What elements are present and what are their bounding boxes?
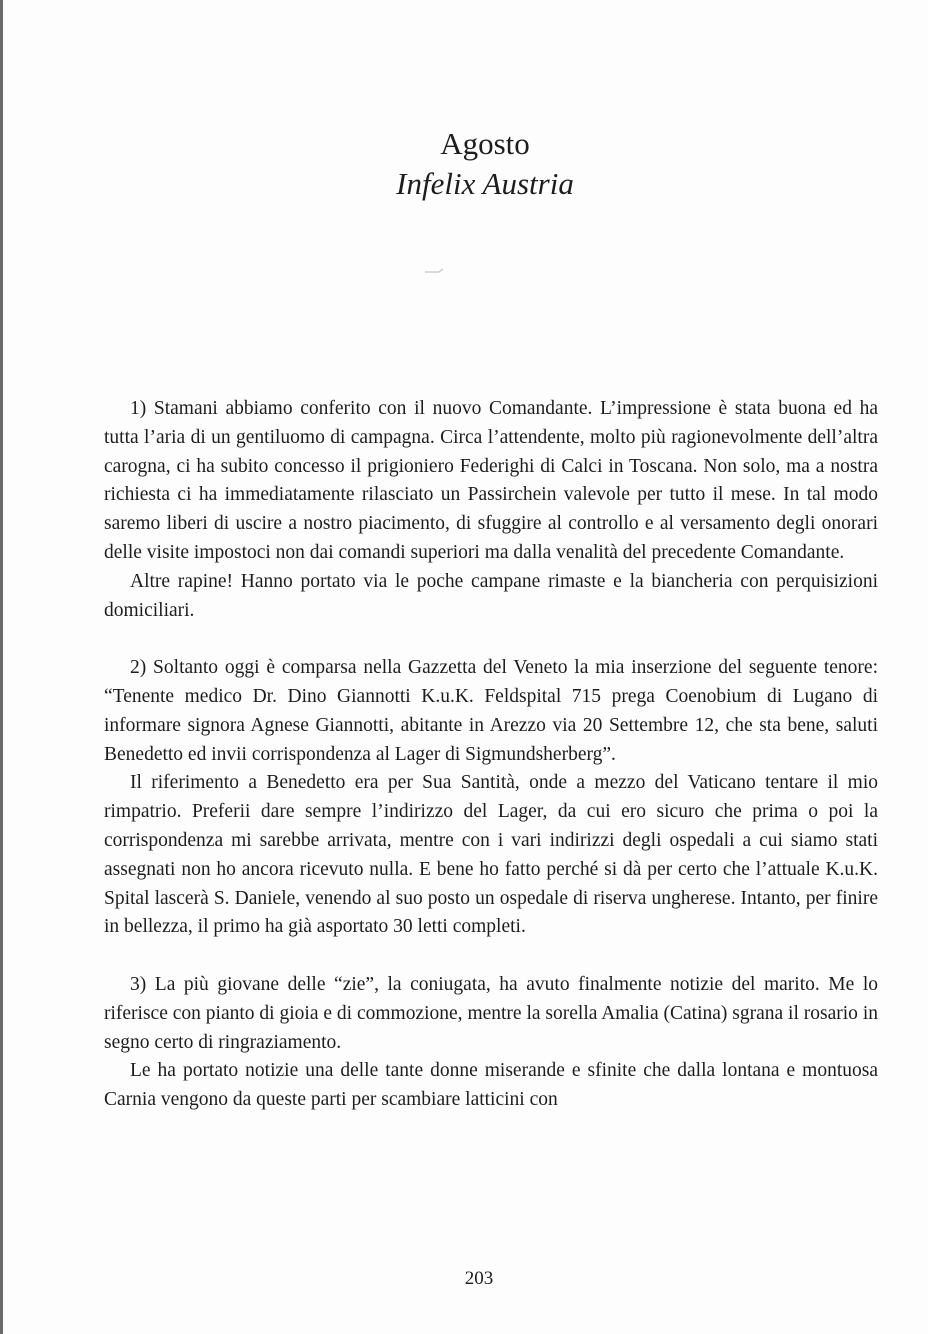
section-divider xyxy=(104,942,878,971)
paragraph: 3) La più giovane delle “zie”, la coniugata, ha avuto finalmente notizie del marito. Me lo riferisce con pianto di gioia e di commozione, mentre la sorella Amalia (Catina) sgrana il rosario in segno certo di ringraziamento. xyxy=(104,973,878,1053)
chapter-title: Agosto xyxy=(440,126,530,161)
diary-entry-1 xyxy=(104,395,878,625)
paragraph: Le ha portato notizie una delle tante donne miserande e sfinite che dalla lontana e montuosa Carnia vengono da queste parti per scambiare latticini con xyxy=(104,1060,878,1111)
chapter-subtitle: Infelix Austria xyxy=(396,166,574,201)
paragraph: 2) Soltanto oggi è comparsa nella Gazzetta del Veneto la mia inserzione del seguente tenore: “Tenente medico Dr. Dino Giannotti K.u.K. Feldspital 715 prega Coenobium di Lugano di informare signora Agnese Giannotti, abitante in Arezzo via 20 Settembre 12, che sta bene, saluti Benedetto ed invii corrispondenza al Lager di Sigmundsherberg”. xyxy=(104,657,878,765)
diary-entry-3 xyxy=(104,971,878,1115)
paragraph: 1) Stamani abbiamo conferito con il nuovo Comandante. L’impressione è stata buona ed ha tutta l’aria di un gentiluomo di campagna. Circa l’attendente, molto più ragionevolmente dell’altra carogna, ci ha subito concesso il prigioniero Federighi di Calci in Toscana. Non solo, ma a nostra richiesta ci ha immediatamente rilasciato un Passirchein valevole per tutto il mese. In tal modo saremo liberi di uscire a nostro piacimento, di sfuggire al controllo e al versamento degli onorari delle visite impostoci non dai comandi superiori ma dalla venalità del precedente Comandante. xyxy=(104,398,878,563)
text-body xyxy=(104,395,878,1115)
chapter-heading xyxy=(0,124,928,204)
ornament-flourish-icon xyxy=(424,268,444,274)
paragraph: Altre rapine! Hanno portato via le poche campane rimaste e la biancheria con perquisizioni domiciliari. xyxy=(104,570,878,621)
page-number: 203 xyxy=(464,1268,494,1289)
diary-entry-2 xyxy=(104,654,878,942)
section-divider xyxy=(104,625,878,654)
paragraph: Il riferimento a Benedetto era per Sua Santità, onde a mezzo del Vaticano tentare il mio rimpatrio. Preferii dare sempre l’indirizzo del Lager, da cui ero sicuro che prima o poi la corrispondenza mi sarebbe arrivata, mentre con i vari indirizzi degli ospedali a cui siamo stati assegnati non ho ancora ricevuto nulla. E bene ho fatto perché si dà per certo che l’attuale K.u.K. Spital lascerà S. Daniele, venendo al suo posto un ospedale di riserva ungherese. Intanto, per finire in bellezza, il primo ha già asportato 30 letti completi. xyxy=(104,772,878,938)
